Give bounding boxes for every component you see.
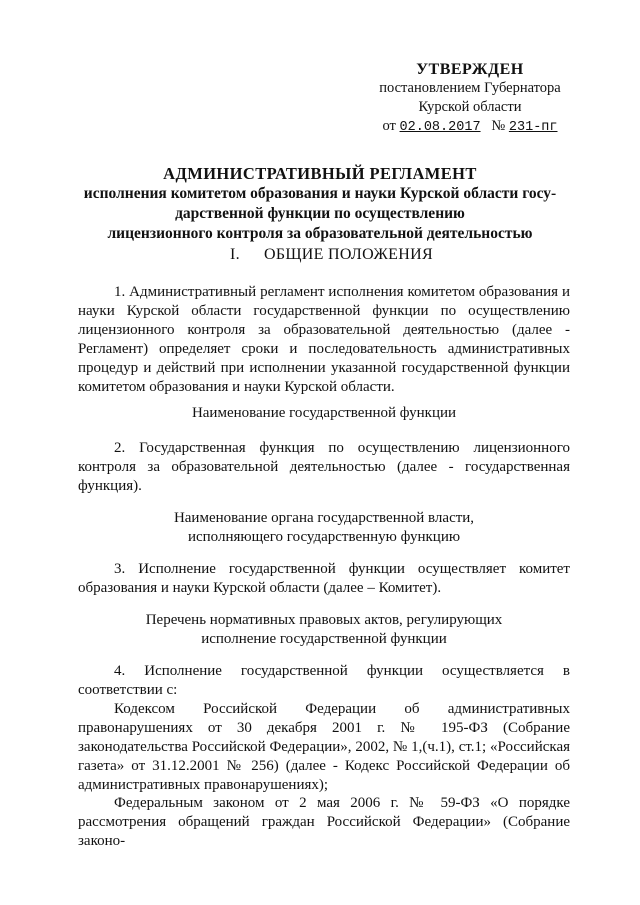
subheading-authority-line-1: Наименование органа государственной власти, (173, 510, 475, 526)
paragraph-2: 2. Государственная функция по осуществлению лицензионного контроля за образовательной деятельностью (далее - государственная функция). (78, 440, 570, 494)
section-title: ОБЩИЕ ПОЛОЖЕНИЯ (264, 246, 433, 263)
section-heading (200, 245, 500, 265)
subheading-authority (78, 509, 570, 547)
paragraph-3: 3. Исполнение государственной функции осуществляет комитет образования и науки Курской области (далее – Комитет). (78, 561, 570, 596)
approval-number: 231-пг (508, 120, 558, 135)
approval-number-prefix: № (491, 118, 506, 134)
subheading-legal-acts (78, 611, 570, 649)
paragraph-5: Кодексом Российской Федерации об административных правонарушениях от 30 декабря 2001 г. № 195-ФЗ (Собрание законодательства Российской Федерации», 2002, № 1,(ч.1), ст.1; «Российская газета» от 31.12.2001 № 256) (далее - Кодекс Российской Федерации об административных правонарушениях); (78, 701, 570, 793)
approval-date-line (355, 117, 585, 137)
approval-date: 02.08.2017 (399, 120, 481, 135)
document-title (60, 164, 580, 244)
approval-title: УТВЕРЖДЕН (416, 61, 524, 78)
approval-line-2: Курской области (418, 99, 522, 115)
title-line-1: АДМИНИСТРАТИВНЫЙ РЕГЛАМЕНТ (163, 164, 477, 183)
approval-stamp (355, 60, 585, 137)
approval-date-prefix: от (382, 118, 396, 134)
title-line-4: лицензионного контроля за образовательной деятельностью (107, 225, 533, 242)
subheading-function-name: Наименование государственной функции (191, 405, 457, 421)
title-line-2: исполнения комитетом образования и науки Курской области госу- (83, 185, 557, 202)
paragraph-4: 4. Исполнение государственной функции осуществляется в соответствии с: (78, 663, 570, 698)
paragraph-6: Федеральным законом от 2 мая 2006 г. № 59-ФЗ «О порядке рассмотрения обращений граждан Российской Федерации» (Собрание законо- (78, 795, 570, 849)
approval-line-1: постановлением Губернатора (379, 80, 561, 96)
title-line-3: дарственной функции по осуществлению (175, 205, 465, 222)
section-number: I. (230, 246, 240, 263)
subheading-legal-acts-line-2: исполнение государственной функции (201, 631, 447, 647)
paragraph-1: 1. Административный регламент исполнения комитетом образования и науки Курской области государственной функции по осуществлению лицензионного контроля за образовательной деятельностью (далее - Регламент) определяет сроки и последовательность административных процедур и действий при исполнении указанной государственной функции комитетом образования и науки Курской области. (78, 284, 570, 395)
subheading-legal-acts-line-1: Перечень нормативных правовых актов, регулирующих (145, 612, 503, 628)
subheading-authority-line-2: исполняющего государственную функцию (187, 529, 461, 545)
